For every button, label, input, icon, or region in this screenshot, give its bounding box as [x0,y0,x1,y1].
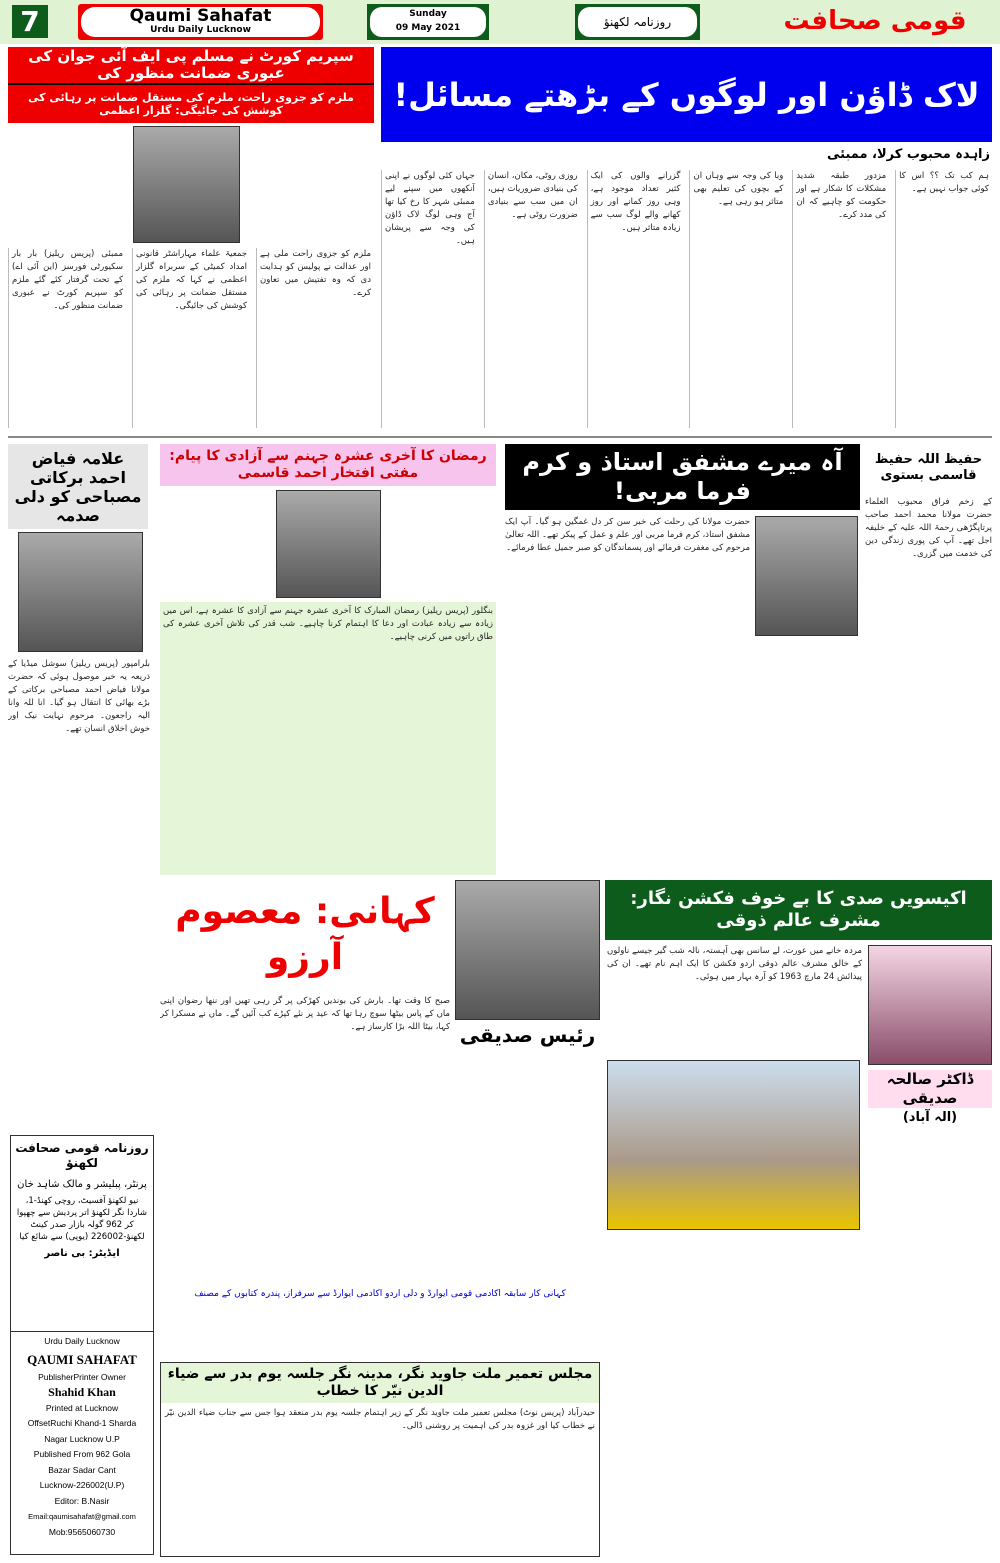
story7-author: رئیس صدیقی [459,1023,596,1047]
imprint-publisher: PublisherPrinter Owner [38,1371,126,1382]
story2-body [381,170,992,428]
imprint-address2: Nagar Lucknow U.P [44,1433,120,1444]
story2-column: ہم کب تک ؟؟ اس کا کوئی جواب نہیں ہے۔ [895,170,992,428]
story7-footer: کہانی کار سابقہ اکادمی قومی ایوارڈ و دلی اردو اکادمی ایوارڈ سے سرفراز، پندرہ کتابوں کے مصنف [194,1289,566,1299]
story7-author-photo [455,880,600,1020]
story1-column: ممبئی (پریس ریلیز) بار بار سکیورٹی فورسز (این آئی اے) کے تحت گرفتار کئے گئے ملزم کو سپریم کورٹ نے عبوری ضمانت منظور کی۔ [8,248,126,428]
story1-subhead: ملزم کو جزوی راحت، ملزم کی مستقل ضمانت پر رہائی کی کوشش کی جائیگی: گلزار اعظمی [28,91,354,117]
story9-box [160,1362,600,1557]
imprint-mobile: Mob:9565060730 [48,1526,116,1537]
story4-photo [276,490,381,598]
imprint-urdu-address: نیو لکھنؤ آفسیٹ، روچی کھنڈ-1، شاردا نگر لکھنؤ اتر پردیش سے چھپوا کر 962 گولہ بازار صدر کینٹ لکھنؤ-226002 (یوپی) سے شائع کیا [16,1196,148,1242]
day: Sunday [409,9,447,19]
story8-author: ڈاکٹر صالحہ صدیقی [868,1070,992,1108]
imprint-en-name: QAUMI SAHAFAT [27,1351,137,1367]
story2-column: گزرانے والوں کی ایک کثیر تعداد موجود ہے، وہی روز کمانے اور روز کھانے والے لوگ سب سے زیادہ متاثر ہیں۔ [587,170,684,428]
divider [8,436,992,438]
story3-body: بلرامپور (پریس ریلیز) سوشل میڈیا کے ذریعہ یہ خبر موصول ہوئی کہ حضرت مولانا فیاض احمد مصباحی برکاتی کے بڑے بھائی کا انتقال ہو گیا۔ انا للہ وانا الیہ راجعون۔ مرحوم نہایت نیک اور خوش اخلاق انسان تھے۔ [8,659,150,734]
story2-headline: لاک ڈاؤن اور لوگوں کے بڑھتے مسائل! [381,47,992,142]
story1-column: جمعیۃ علماء مہاراشٹر قانونی امداد کمیٹی کے سربراہ گلزار اعظمی نے کہا کہ ملزم کی مستقل ضمانت پر رہائی کی کوشش کی جائیگی۔ [132,248,250,428]
imprint-address1: OffsetRuchi Khand-1 Sharda [27,1418,137,1428]
story2-column: جہاں کئی لوگوں نے اپنی آنکھوں میں سپنے لیے ممبئی شہر کا رخ کیا تھا آج وہی لوگ لاک ڈاؤن کی وجہ سے پریشان ہیں۔ [381,170,478,428]
imprint-email: Email:qaumisahafat@gmail.com [28,1512,136,1521]
story1-header [8,47,374,123]
story2-column: مزدور طبقہ شدید مشکلات کا شکار ہے اور حکومت کو چاہیے کہ ان کی مدد کرے۔ [792,170,889,428]
masthead [78,4,323,40]
story5-headline: آہ میرے مشفق استاذ و کرم فرما مربی! [505,444,860,510]
story5-body: حضرت مولانا کی رحلت کی خبر سن کر دل غمگین ہو گیا۔ آپ ایک مشفق استاذ، کرم فرما مربی اور علم و عمل کے پیکر تھے۔ اللہ تعالیٰ مرحوم کی مغفرت فرمائے اور پسماندگان کو صبر جمیل عطا فرمائے۔ [505,517,750,553]
imprint-urdu-owner: پرنٹر، پبلیشر و مالک شاہد خان [17,1179,147,1190]
story1-body [8,248,374,428]
story7-headline: کہانی: معصوم آرزو [175,891,435,978]
imprint-owner: Shahid Khan [48,1385,116,1399]
story2-column: روزی روٹی، مکان، انسان کی بنیادی ضروریات ہیں، ان میں سب سے بنیادی ضرورت روٹی ہے۔ [484,170,581,428]
story4-headline: رمضان کا آخری عشرہ جہنم سے آزادی کا پیام: مفتی افتخار احمد قاسمی [160,444,496,486]
daily-lucknow-label: روزنامہ لکھنؤ [578,7,697,37]
date: 09 May 2021 [395,23,461,33]
story7-body: صبح کا وقت تھا۔ بارش کی بوندیں کھڑکی پر گر رہی تھیں اور ننھا رضوان اپنی ماں کے پاس بیٹھا سوچ رہا تھا کہ عید پر نئے کپڑے کب آئیں گے۔ ماں نے مسکرا کر کہا، بیٹا اللہ بڑا کارساز ہے۔ [160,996,450,1032]
page-number: 7 [12,5,48,38]
story2-column: وبا کی وجہ سے وہاں ان کے بچوں کی تعلیم بھی متاثر ہو رہی ہے۔ [689,170,786,428]
story8-author-photo [868,945,992,1065]
story8-author-place: (الہ آباد) [902,1110,958,1125]
story1-column: ملزم کو جزوی راحت ملی ہے اور عدالت نے پولیس کو ہدایت دی کہ وہ تفتیش میں تعاون کرے۔ [256,248,374,428]
story9-body: حیدرآباد (پریس نوٹ) مجلس تعمیر ملت جاوید نگر کے زیر اہتمام جلسہ یوم بدر منعقد ہوا جس سے جناب ضیاء الدین نیّر نے خطاب کیا اور غزوہ بدر کی اہمیت پر روشنی ڈالی۔ [165,1408,595,1431]
daily-lucknow-box [575,4,700,40]
imprint-editor: Editor: B.Nasir [54,1495,110,1506]
story8-body: مردہ خانے میں عورت، لے سانس بھی آہستہ، نالہ شب گیر جیسے ناولوں کے خالق مشرف عالم ذوقی اردو فکشن کا ایک اہم نام تھے۔ ان کی پیدائش 24 مارچ 1963 کو آرہ بہار میں ہوئی۔ [607,946,862,982]
story4-body: بنگلور (پریس ریلیز) رمضان المبارک کا آخری عشرہ جہنم سے آزادی کا عشرہ ہے، اس میں زیادہ سے زیادہ عبادت اور دعا کا اہتمام کرنا چاہیے۔ شب قدر کی تلاش آخری عشرہ کی طاق راتوں میں کرنی چاہیے۔ [160,602,496,875]
story9-headline: مجلس تعمیر ملت جاوید نگر، مدینہ نگر جلسہ یوم بدر سے ضیاء الدین نیّر کا خطاب [161,1363,599,1403]
story1-headline: سپریم کورٹ نے مسلم پی ایف آئی جوان کی عبوری ضمانت منظور کی [8,47,374,85]
story6-headline: حفیظ اللہ حفیظ قاسمی بستوی [874,452,983,483]
date-box [367,4,489,40]
imprint-urdu-editor: ایڈیٹر: بی ناصر [44,1248,120,1259]
imprint-address4: Lucknow-226002(U.P) [39,1480,125,1490]
masthead-title: Qaumi Sahafat [129,6,272,26]
imprint-urdu-title: روزنامہ قومی صحافت لکھنؤ [15,1141,149,1170]
story3-headline: علامہ فیاض احمد برکاتی مصباحی کو دلی صدمہ [8,444,148,529]
masthead-subtitle: Urdu Daily Lucknow [150,25,251,35]
urdu-logo: قومی صحافت [783,6,967,36]
story5-photo [755,516,858,636]
imprint-en-title: Urdu Daily Lucknow [44,1336,120,1346]
story1-photo [133,126,240,243]
story6-body: کے زخم فراق محبوب العلماء حضرت مولانا محمد احمد صاحب پرتاپگڑھی رحمۃ اللہ علیہ کے خلیفہ اجل تھے۔ آپ کی پوری زندگی دین کی خدمت میں گزری۔ [865,497,992,559]
imprint-published: Published From 962 Gola [33,1449,131,1459]
masthead-bar [0,0,1000,44]
imprint-box [10,1135,154,1555]
imprint-address3: Bazar Sadar Cant [48,1464,116,1475]
story8-photo [607,1060,860,1230]
story3-photo [18,532,143,652]
story2-byline: زاہدہ محبوب کرلا، ممبئی [827,147,990,162]
story8-headline: اکیسویں صدی کا بے خوف فکشن نگار: مشرف عالم ذوقی [605,880,992,940]
imprint-printed: Printed at Lucknow [45,1402,119,1413]
